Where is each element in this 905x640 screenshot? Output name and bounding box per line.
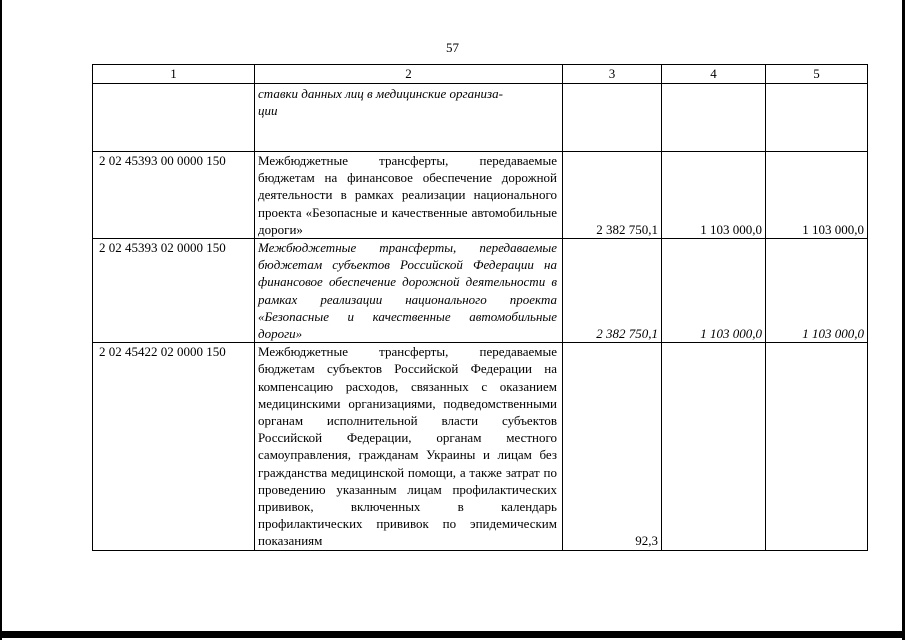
table-cell-value (662, 343, 766, 550)
column-header: 5 (766, 65, 868, 84)
table-cell-value: 2 382 750,1 (563, 239, 662, 343)
table-row-continuation (93, 84, 868, 152)
table-cell-value: 1 103 000,0 (662, 152, 766, 239)
table-cell-value (766, 343, 868, 550)
table-cell-value (766, 84, 868, 152)
budget-table (92, 64, 868, 551)
table-cell-value (662, 84, 766, 152)
table-cell-value: 1 103 000,0 (766, 239, 868, 343)
table-cell-value: 1 103 000,0 (662, 239, 766, 343)
table-cell-description (255, 84, 563, 152)
table-cell-code: 2 02 45393 02 0000 150 (93, 239, 255, 343)
table-cell-description: Межбюджетные трансферты, передаваемые бюджетам субъектов Российской Федерации на финансовое обеспечение дорожной деятельности в рамках реализации национального проекта «Безопасные и качественные автомобильные дороги» (255, 239, 563, 343)
table-cell-value (563, 84, 662, 152)
table-header-row (93, 65, 868, 84)
page-frame-bottom (0, 631, 905, 638)
table-cell-description: Межбюджетные трансферты, передаваемые бюджетам субъектов Российской Федерации на компенсацию расходов, связанных с оказанием медицинскими организациями, подведомственными органам исполнительной власти субъектов Российской Федерации, органам местного самоуправления, гражданам Украины и лицам без гражданства медицинской помощи, а также затрат по проведению указанным лицам профилактических прививок, включенных в календарь профилактических прививок по эпидемическим показаниям (255, 343, 563, 550)
column-header: 1 (93, 65, 255, 84)
column-header: 2 (255, 65, 563, 84)
table-cell-code: 2 02 45422 02 0000 150 (93, 343, 255, 550)
table-cell-description: Межбюджетные трансферты, передаваемые бюджетам на финансовое обеспечение дорожной деятельности в рамках реализации национального проекта «Безопасные и качественные автомобильные дороги» (255, 152, 563, 239)
table-row (93, 239, 868, 343)
table-row (93, 343, 868, 550)
page-frame-left (0, 0, 2, 640)
table-cell-value: 1 103 000,0 (766, 152, 868, 239)
continuation-text: ставки данных лиц в медицинские организа- ции (258, 86, 503, 119)
table-cell-value: 2 382 750,1 (563, 152, 662, 239)
column-header: 4 (662, 65, 766, 84)
page-number: 57 (446, 40, 459, 55)
table-cell-value: 92,3 (563, 343, 662, 550)
table-cell-code: 2 02 45393 00 0000 150 (93, 152, 255, 239)
table-row (93, 152, 868, 239)
table-cell-code (93, 84, 255, 152)
column-header: 3 (563, 65, 662, 84)
